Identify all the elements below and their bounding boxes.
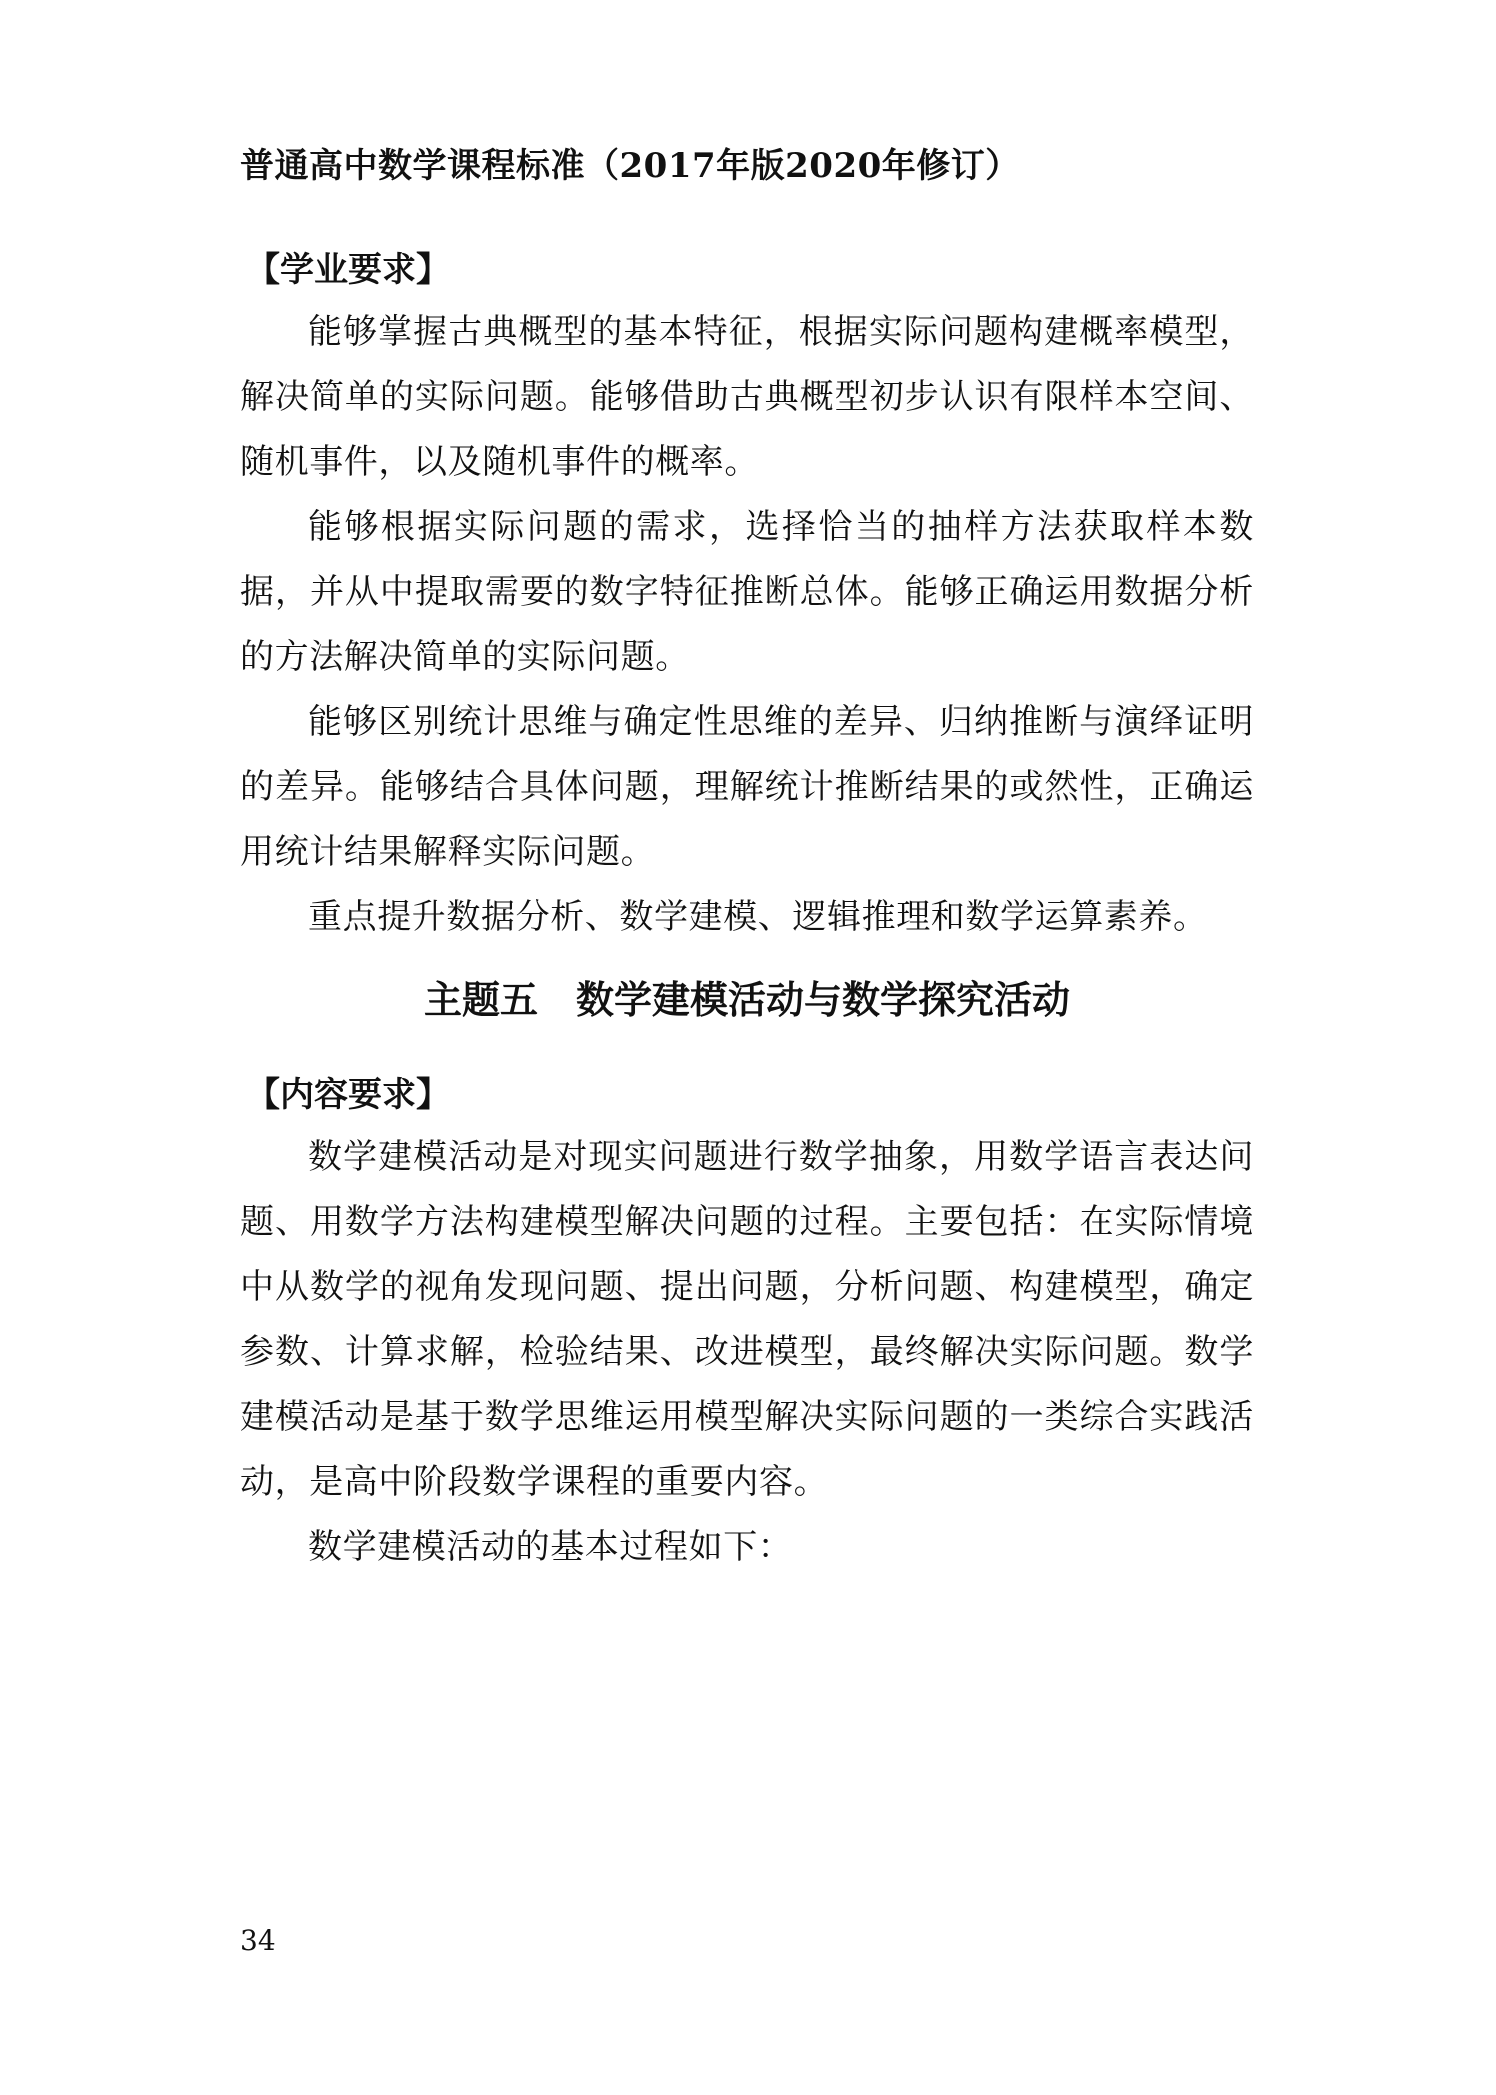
section-label-content-requirements: 【内容要求】 xyxy=(246,1075,450,1115)
paragraph: 能够掌握古典概型的基本特征，根据实际问题构建概率模型，解决简单的实际问题。能够借助古典概型初步认识有限样本空间、随机事件，以及随机事件的概率。 xyxy=(240,312,1254,482)
section-academic-requirements xyxy=(240,240,1254,950)
paragraph: 能够区别统计思维与确定性思维的差异、归纳推断与演绎证明的差异。能够结合具体问题，理解统计推断结果的或然性，正确运用统计结果解释实际问题。 xyxy=(240,702,1254,872)
paragraph: 数学建模活动是对现实问题进行数学抽象，用数学语言表达问题、用数学方法构建模型解决问题的过程。主要包括：在实际情境中从数学的视角发现问题、提出问题，分析问题、构建模型，确定参数、计算求解，检验结果、改进模型，最终解决实际问题。数学建模活动是基于数学思维运用模型解决实际问题的一类综合实践活动，是高中阶段数学课程的重要内容。 xyxy=(240,1137,1254,1502)
page-number: 34 xyxy=(240,1924,276,1957)
paragraph: 重点提升数据分析、数学建模、逻辑推理和数学运算素养。 xyxy=(308,897,1208,937)
paragraph: 能够根据实际问题的需求，选择恰当的抽样方法获取样本数据，并从中提取需要的数字特征推断总体。能够正确运用数据分析的方法解决简单的实际问题。 xyxy=(240,507,1254,677)
paragraph: 数学建模活动的基本过程如下： xyxy=(308,1527,793,1567)
section-label-academic-requirements: 【学业要求】 xyxy=(246,250,450,290)
topic-heading: 主题五 数学建模活动与数学探究活动 xyxy=(423,978,1070,1022)
running-header-title: 普通高中数学课程标准（2017年版2020年修订） xyxy=(240,146,1020,186)
section-content-requirements xyxy=(240,1065,1254,1580)
